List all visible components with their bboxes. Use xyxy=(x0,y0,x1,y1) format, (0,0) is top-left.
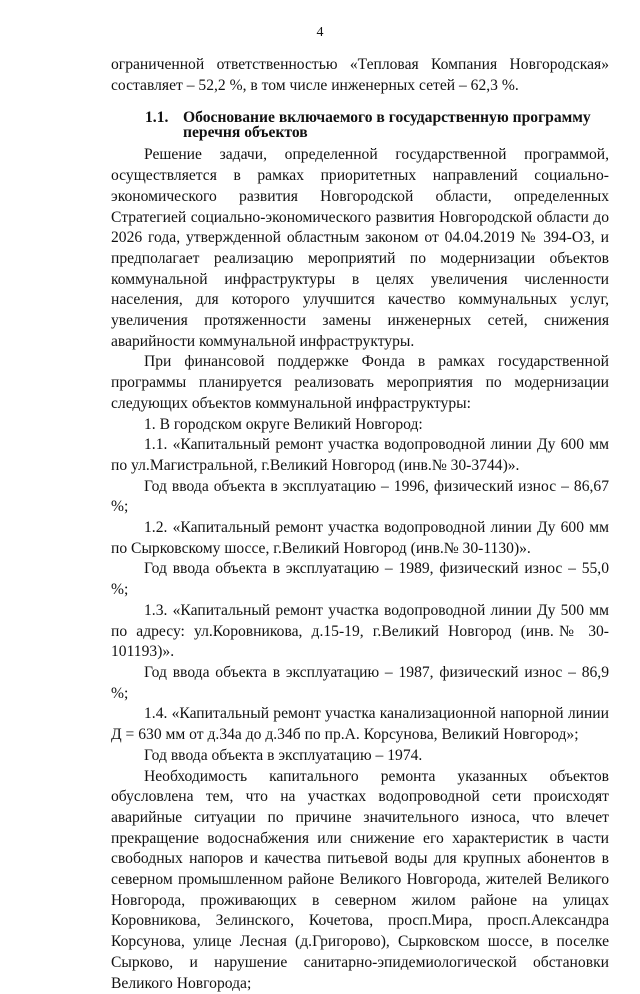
list-item-detail: Год ввода объекта в эксплуатацию – 1987, физический износ – 86,9 %; xyxy=(111,663,609,704)
section-title: Обоснование включаемого в государственную программу перечня объектов xyxy=(183,110,609,140)
list-item-detail: Год ввода объекта в эксплуатацию – 1989, физический износ – 55,0 %; xyxy=(111,559,609,600)
list-item: 1.4. «Капитальный ремонт участка канализационной напорной линии Д = 630 мм от д.34а до д.34б по пр.А. Корсунова, Великий Новгород»; xyxy=(111,704,609,745)
body-paragraph: При финансовой поддержке Фонда в рамках государственной программы планируется реализовать мероприятия по модернизации следующих объектов коммунальной инфраструктуры: xyxy=(111,352,609,414)
document-body xyxy=(111,55,609,994)
list-item-detail: Год ввода объекта в эксплуатацию – 1974. xyxy=(111,746,609,767)
list-item: 1. В городском округе Великий Новгород: xyxy=(111,415,609,436)
list-item-detail: Год ввода объекта в эксплуатацию – 1996, физический износ – 86,67 %; xyxy=(111,477,609,518)
section-number: 1.1. xyxy=(145,110,183,140)
body-paragraph: Решение задачи, определенной государственной программой, осуществляется в рамках приоритетных направлений социально-экономического развития Новгородской области, определенных Стратегией социально-экономического развития Новгородской области до 2026 года, утвержденной областным законом от 04.04.2019 № 394-ОЗ, и предполагает реализацию мероприятий по модернизации объектов коммунальной инфраструктуры в целях увеличения численности населения, для которого улучшится качество коммунальных услуг, увеличения протяженности замены инженерных сетей, снижения аварийности коммунальной инфраструктуры. xyxy=(111,145,609,352)
section-heading xyxy=(111,110,609,140)
intro-paragraph: ограниченной ответственностью «Тепловая Компания Новгородская» составляет – 52,2 %, в том числе инженерных сетей – 62,3 %. xyxy=(111,55,609,96)
page-number: 4 xyxy=(0,25,640,41)
body-paragraph: Необходимость капитального ремонта указанных объектов обусловлена тем, что на участках водопроводной сети происходят аварийные ситуации по причине значительного износа, что влечет прекращение водоснабжения или снижение его характеристик в части свободных напоров и качества питьевой воды для крупных абонентов в северном промышленном районе Великого Новгорода, жителей Великого Новгорода, проживающих в северном жилом районе на улицах Коровникова, Зелинского, Кочетова, просп.Мира, просп.Александра Корсунова, улице Лесная (д.Григорово), Сырковском шоссе, в поселке Сырково, и нарушение санитарно-эпидемиологической обстановки Великого Новгорода; xyxy=(111,767,609,994)
list-item: 1.3. «Капитальный ремонт участка водопроводной линии Ду 500 мм по адресу: ул.Коровникова, д.15-19, г.Великий Новгород (инв.№ 30-101193)». xyxy=(111,601,609,663)
list-item: 1.1. «Капитальный ремонт участка водопроводной линии Ду 600 мм по ул.Магистральной, г.Великий Новгород (инв.№ 30-3744)». xyxy=(111,435,609,476)
list-item: 1.2. «Капитальный ремонт участка водопроводной линии Ду 600 мм по Сырковскому шоссе, г.Великий Новгород (инв.№ 30-1130)». xyxy=(111,518,609,559)
